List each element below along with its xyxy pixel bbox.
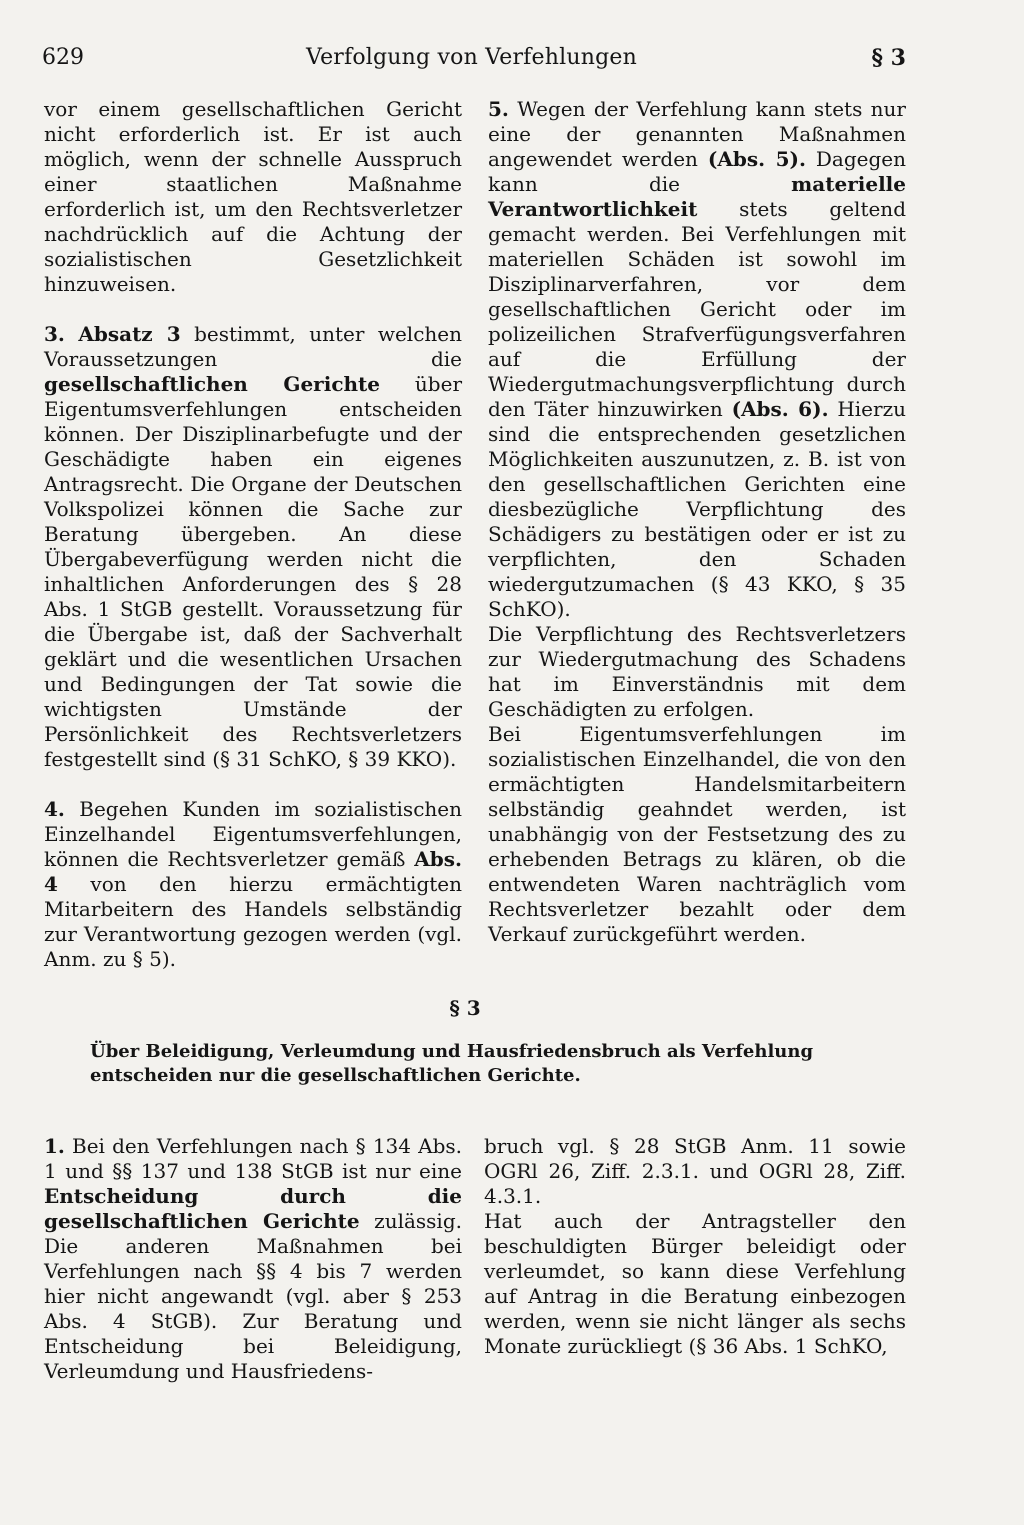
paragraph-text: zulässig. Die anderen Maßnahmen bei Verfehlungen nach §§ 4 bis 7 werden hier nicht angewandt (vgl. aber § 253 Abs. 4 StGB). Zur Beratung und Entscheidung bei Beleidigung, Verleumdung und Hausfriedens- [44,1209,462,1383]
page-header [42,44,906,76]
paragraph-text: Die Verpflichtung des Rechtsverletzers zur Wiedergutmachung des Schadens hat im Einverständnis mit dem Geschädigten zu erfolgen. [488,622,906,721]
paragraph-text: Wegen der Verfehlung kann stets nur eine der genannten Maßnahmen angewendet werden [488,97,906,171]
paragraph [484,1209,906,1359]
paragraph [484,1134,906,1209]
paragraph-text: von den hierzu ermächtigten Mitarbeitern des Handels selbständig zur Verantwortung gezogen werden (vgl. Anm. zu § 5). [44,872,462,971]
paragraph-note-5 [488,97,906,622]
paragraph-text: bestimmt, unter welchen Voraussetzungen die [44,322,462,371]
paragraph-text: vor einem gesellschaftlichen Gericht nicht erforderlich ist. Er ist auch möglich, wenn der schnelle Ausspruch einer staatlichen Maßnahme erforderlich ist, um den Rechtsverletzer nachdrücklich auf die Achtung der sozialistischen Gesetzlichkeit hinzuweisen. [44,97,462,296]
paragraph-text: bruch vgl. § 28 StGB Anm. 11 sowie OGRl 26, Ziff. 2.3.1. und OGRl 28, Ziff. 4.3.1. [484,1134,906,1208]
lower-right-column [484,1134,906,1359]
bold-term: Entscheidung durch die gesellschaftlichen Gerichte [44,1184,462,1233]
bold-term: gesellschaftlichen Gerichte [44,372,380,396]
paragraph-note-4 [44,797,462,972]
paragraph-text: Bei Eigentumsverfehlungen im sozialistischen Einzelhandel, die von den ermächtigten Handelsmitarbeitern selbständig geahndet werden, ist unabhängig von der Festsetzung des zu erhebenden Betrags zu klären, ob die entwendeten Waren nachträglich vom Rechtsverletzer bezahlt oder dem Verkauf zurückgeführt werden. [488,722,906,946]
bold-term: (Abs. 6). [731,397,829,421]
lower-left-column [44,1134,462,1384]
upper-left-column [44,97,462,972]
paragraph-text: Hat auch der Antragsteller den beschuldigten Bürger beleidigt oder verleumdet, so kann diese Verfehlung auf Antrag in die Beratung einbezogen werden, wenn sie nicht länger als sechs Monate zurückliegt (§ 36 Abs. 1 SchKO, [484,1209,906,1358]
bold-term: materielle Verantwortlichkeit [488,172,906,221]
page-number: 629 [42,45,84,70]
note-number: 5. [488,97,509,121]
paragraph-text: Hierzu sind die entsprechenden gesetzlichen Möglichkeiten auszunutzen, z. B. ist von den gesellschaftlichen Gerichten eine diesbezügliche Verpflichtung des Schädigers zu bestätigen oder er ist zu verpflichten, den Schaden wiedergutzumachen (§ 43 KKO, § 35 SchKO). [488,397,906,621]
paragraph-text: Dagegen kann die [488,147,906,196]
paragraph [488,622,906,722]
note-number: 4. [44,797,65,821]
section-heading: § 3 [449,996,481,1020]
paragraph-continuation [44,97,462,297]
bold-term: (Abs. 5). [707,147,806,171]
note-number: 3. [44,322,65,346]
paragraph-text: über Eigentumsverfehlungen entscheiden können. Der Disziplinarbefugte und der Geschädigte haben ein eigenes Antragsrecht. Die Organe der Deutschen Volkspolizei können die Sache zur Beratung übergeben. An diese Übergabeverfügung werden nicht die inhaltlichen Anforderungen des § 28 Abs. 1 StGB gestellt. Voraussetzung für die Übergabe ist, daß der Sachverhalt geklärt und die wesentlichen Ursachen und Bedingungen der Tat sowie die wichtigsten Umstände der Persönlichkeit des Rechtsverletzers festgestellt sind (§ 31 SchKO, § 39 KKO). [44,372,462,771]
bold-term: Absatz 3 [78,322,181,346]
paragraph [488,722,906,947]
paragraph-text: stets geltend gemacht werden. Bei Verfehlungen mit materiellen Schäden ist sowohl im Disziplinarverfahren, vor dem gesellschaftlichen Gericht oder im polizeilichen Strafverfügungsverfahren auf die Erfüllung der Wiedergutmachungsverpflichtung durch den Täter hinzuwirken [488,197,906,421]
paragraph-note-3 [44,322,462,772]
section-statute-text: Über Beleidigung, Verleumdung und Hausfriedensbruch als Verfehlung entscheiden nur die gesellschaftlichen Gerichte. [90,1041,814,1086]
running-title: Verfolgung von Verfehlungen [306,45,637,70]
paragraph-note-1 [44,1134,462,1384]
bold-term: Abs. 4 [44,847,462,896]
upper-right-column [488,97,906,947]
paragraph-text: Bei den Verfehlungen nach § 134 Abs. 1 und §§ 137 und 138 StGB ist nur eine [44,1134,462,1183]
paragraph-text: Begehen Kunden im sozialistischen Einzelhandel Eigentumsverfehlungen, können die Rechtsverletzer gemäß [44,797,462,871]
note-number: 1. [44,1134,65,1158]
header-section-mark: § 3 [871,45,906,71]
